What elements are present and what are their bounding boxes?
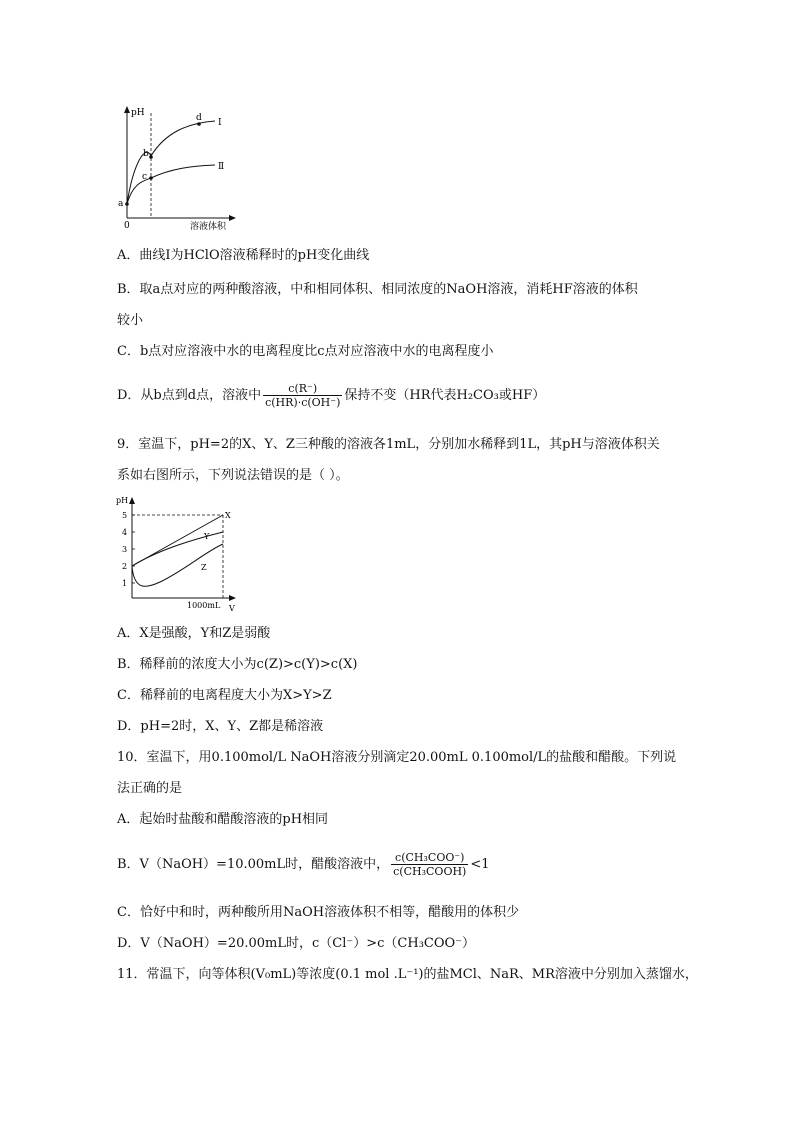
q11-stem-line1: 11．常温下，向等体积(V₀mL)等浓度(0.1 mol .L⁻¹)的盐MCl、NaR、MR溶液中分别加入蒸馏水，: [117, 967, 698, 982]
point-a: [125, 202, 129, 206]
y-tick-1: 1: [122, 579, 128, 588]
q10-stem-line1: 10．室温下，用0.100mol/L NaOH溶液分别滴定20.00mL 0.100mol/L的盐酸和醋酸。下列说: [117, 750, 677, 765]
q10-b-numerator: c(CH₃COO⁻): [391, 851, 468, 865]
series-label-y: Y: [204, 532, 210, 541]
y-tick-2: 2: [122, 562, 128, 571]
y-tick-4: 4: [122, 528, 128, 537]
label-a: a: [118, 199, 124, 209]
q8-d-numerator: c(R⁻): [263, 382, 342, 396]
q10-b-fraction: [391, 851, 468, 878]
y-tick-3: 3: [122, 545, 128, 554]
figure-xyz-dilution: [110, 494, 240, 616]
q10-b-prefix: B．V（NaOH）=10.00mL时，醋酸溶液中，: [117, 857, 390, 872]
series-label-z: Z: [201, 563, 207, 572]
x-axis-label: V: [229, 604, 235, 613]
q10-b-denominator: c(CH₃COOH): [393, 865, 467, 878]
q9-option-a: A．X是强酸，Y和Z是弱酸: [117, 626, 271, 641]
q10-option-d: D．V（NaOH）=20.00mL时，c（Cl⁻）>c（CH₃COO⁻）: [117, 936, 476, 951]
point-c: [149, 176, 153, 180]
origin-label: 0: [124, 221, 130, 231]
q9-stem-line1: 9．室温下，pH=2的X、Y、Z三种酸的溶液各1mL，分别加水稀释到1L，其pH与溶液体积关: [117, 437, 660, 452]
q8-option-b-line1: B．取a点对应的两种酸溶液，中和相同体积、相同浓度的NaOH溶液，消耗HF溶液的体积: [117, 282, 638, 297]
y-axis-label: pH: [131, 108, 145, 118]
x-tick-label: 1000mL: [187, 601, 221, 610]
q8-d-fraction: [263, 382, 342, 409]
series-label-x: X: [225, 511, 231, 520]
label-d: d: [196, 113, 202, 123]
label-b: b: [143, 149, 149, 159]
q9-option-d: D．pH=2时，X、Y、Z都是稀溶液: [117, 719, 324, 734]
curve-label-1: I: [218, 118, 222, 128]
series-y: [132, 532, 223, 566]
q8-option-d: [117, 376, 545, 416]
q10-stem-line2: 法正确的是: [117, 781, 183, 796]
q9-option-b: B．稀释前的浓度大小为c(Z)>c(Y)>c(X): [117, 657, 358, 672]
label-c: c: [142, 172, 148, 182]
q10-option-c: C．恰好中和时，两种酸所用NaOH溶液体积不相等，醋酸用的体积少: [117, 905, 520, 920]
q8-d-suffix: 保持不变（HR代表: [344, 388, 457, 403]
q8-option-b-line2: 较小: [117, 313, 144, 328]
series-z: [132, 544, 223, 586]
point-b: [149, 155, 153, 159]
q10-option-b: [117, 845, 490, 885]
x-axis-label: 溶液体积: [190, 222, 227, 232]
q8-d-or: 或HF）: [498, 388, 546, 403]
q10-b-suffix: <1: [470, 857, 490, 872]
q8-d-prefix: D．从b点到d点，溶液中: [117, 388, 262, 403]
q8-d-formula: H₂CO₃: [456, 388, 499, 403]
curve-label-2: Ⅱ: [218, 162, 225, 172]
q8-option-c: C．b点对应溶液中水的电离程度比c点对应溶液中水的电离程度小: [117, 344, 494, 359]
y-tick-5: 5: [122, 511, 128, 520]
q8-d-denominator: c(HR)·c(OH⁻): [265, 396, 341, 409]
figure-ph-dilution-curves: [115, 103, 240, 233]
q8-option-a: A．曲线Ⅰ为HClO溶液稀释时的pH变化曲线: [117, 248, 370, 263]
q10-option-a: A．起始时盐酸和醋酸溶液的pH相同: [117, 812, 329, 827]
q9-stem-line2: 系如右图所示，下列说法错误的是（ ）。: [117, 468, 349, 483]
q9-option-c: C．稀释前的电离程度大小为X>Y>Z: [117, 688, 332, 703]
y-axis-label: pH: [116, 496, 129, 505]
